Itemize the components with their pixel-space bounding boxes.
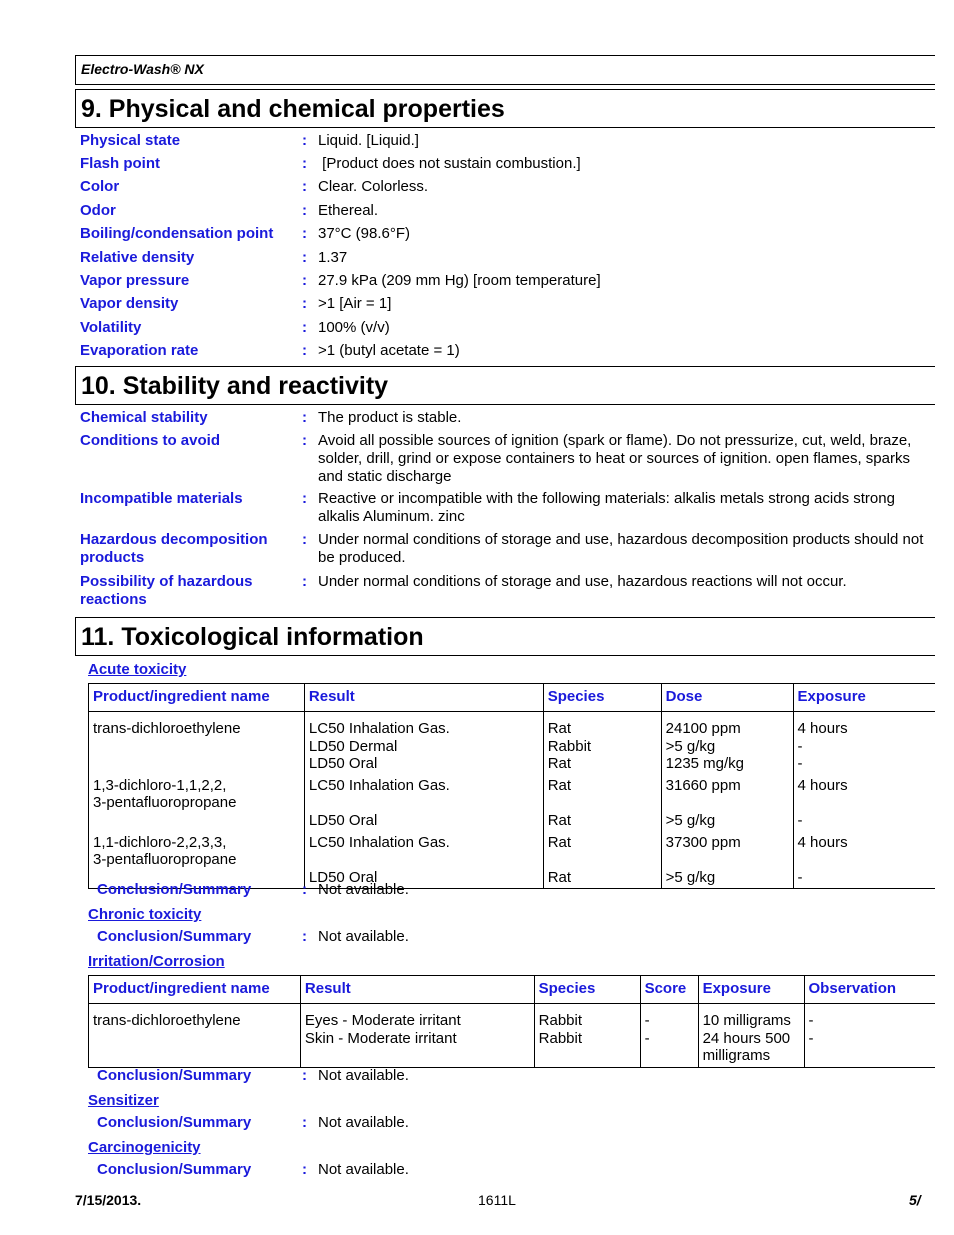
carcinogenicity-conclusion-colon: : [302, 1161, 307, 1178]
cell-exposure: 4 hours - [793, 775, 935, 832]
cell-result: LC50 Inhalation Gas. LD50 Oral [304, 775, 543, 832]
irr-col-header-name: Product/ingredient name [89, 976, 301, 1004]
cell-species: Rabbit Rabbit [534, 1004, 640, 1068]
acute-toxicity-table [88, 683, 935, 889]
cell-exposure: 10 milligrams 24 hours 500 milligrams [698, 1004, 804, 1068]
property-row-8-label: Volatility [80, 319, 142, 336]
property-row-1-colon: : [302, 155, 307, 172]
cell-species: Rat Rabbit Rat [543, 712, 661, 775]
acute-toxicity-link[interactable]: Acute toxicity [88, 661, 187, 678]
property-row-4-value: 37°C (98.6°F) [318, 225, 411, 242]
cell-result: Eyes - Moderate irritant Skin - Moderate irritant [300, 1004, 534, 1068]
section-9-title: 9. Physical and chemical properties [81, 95, 505, 123]
col-header-species: Species [543, 684, 661, 712]
irr-col-header-result: Result [300, 976, 534, 1004]
sensitizer-conclusion-colon: : [302, 1114, 307, 1131]
table-row [89, 1004, 936, 1068]
property-row-7-colon: : [302, 295, 307, 312]
property-row-0-colon: : [302, 132, 307, 149]
stability-row-4-value: Under normal conditions of storage and use, hazardous reactions will not occur. [318, 573, 847, 590]
property-row-0-label: Physical state [80, 132, 181, 149]
col-header-result: Result [304, 684, 543, 712]
stability-row-4-colon: : [302, 573, 307, 590]
chronic-toxicity-link[interactable]: Chronic toxicity [88, 906, 202, 923]
property-row-4-label: Boiling/condensation point [80, 225, 274, 242]
property-row-8-value: 100% (v/v) [318, 319, 390, 336]
col-header-dose: Dose [661, 684, 793, 712]
property-row-6-label: Vapor pressure [80, 272, 190, 289]
cell-dose: 37300 ppm >5 g/kg [661, 832, 793, 889]
property-row-2-value: Clear. Colorless. [318, 178, 429, 195]
property-row-6-colon: : [302, 272, 307, 289]
stability-row-2-value: Reactive or incompatible with the following materials: alkalis metals strong acids strong alkalis Aluminum. zinc [318, 490, 900, 525]
carcinogenicity-conclusion-value: Not available. [318, 1161, 409, 1178]
property-row-9-label: Evaporation rate [80, 342, 199, 359]
stability-row-0-colon: : [302, 409, 307, 426]
irr-col-header-exposure: Exposure [698, 976, 804, 1004]
property-row-3-value: Ethereal. [318, 202, 379, 219]
footer-code: 1611L [478, 1192, 516, 1208]
cell-name: trans-dichloroethylene [89, 712, 305, 775]
section-11-title: 11. Toxicological information [81, 623, 424, 651]
stability-row-3-label: Hazardous decomposition products [80, 531, 268, 566]
property-row-6-value: 27.9 kPa (209 mm Hg) [room temperature] [318, 272, 601, 289]
cell-observation: - - [804, 1004, 935, 1068]
chronic-conclusion-label: Conclusion/Summary [97, 928, 252, 945]
stability-row-3-value: Under normal conditions of storage and use, hazardous decomposition products should not be produced. [318, 531, 928, 566]
chronic-conclusion-colon: : [302, 928, 307, 945]
property-row-1-label: Flash point [80, 155, 160, 172]
property-row-7-label: Vapor density [80, 295, 179, 312]
footer-date: 7/15/2013. [75, 1192, 142, 1208]
col-header-name: Product/ingredient name [89, 684, 305, 712]
property-row-9-colon: : [302, 342, 307, 359]
stability-row-1-colon: : [302, 432, 307, 449]
stability-row-1-value: Avoid all possible sources of ignition (spark or flame). Do not pressurize, cut, weld, braze, solder, drill, grind or expose containers to heat or sources of ignition. open flames, sparks and static discharge [318, 432, 916, 485]
cell-exposure: 4 hours - - [793, 712, 935, 775]
irr-col-header-observation: Observation [804, 976, 935, 1004]
stability-row-3-colon: : [302, 531, 307, 548]
cell-exposure: 4 hours - [793, 832, 935, 889]
cell-result: LC50 Inhalation Gas. LD50 Dermal LD50 Oral [304, 712, 543, 775]
property-row-1-value: [Product does not sustain combustion.] [318, 155, 581, 172]
cell-result: LC50 Inhalation Gas. LD50 Oral [304, 832, 543, 889]
table-row [89, 775, 936, 832]
property-row-7-value: >1 [Air = 1] [318, 295, 392, 312]
stability-row-0-label: Chemical stability [80, 409, 208, 426]
property-row-5-label: Relative density [80, 249, 195, 266]
stability-row-0-value: The product is stable. [318, 409, 462, 426]
irr-col-header-score: Score [640, 976, 698, 1004]
cell-name: 1,3-dichloro-1,1,2,2, 3-pentafluoropropane [89, 775, 305, 832]
property-row-5-colon: : [302, 249, 307, 266]
cell-score: - - [640, 1004, 698, 1068]
stability-row-2-colon: : [302, 490, 307, 507]
chronic-conclusion-value: Not available. [318, 928, 409, 945]
property-row-5-value: 1.37 [318, 249, 348, 266]
table-row [89, 712, 936, 775]
cell-dose: 24100 ppm >5 g/kg 1235 mg/kg [661, 712, 793, 775]
cell-name: 1,1-dichloro-2,2,3,3, 3-pentafluoropropane [89, 832, 305, 889]
cell-name: trans-dichloroethylene [89, 1004, 301, 1068]
section-9-header [75, 89, 935, 128]
irritation-conclusion-colon: : [302, 1067, 307, 1084]
property-row-3-colon: : [302, 202, 307, 219]
property-row-8-colon: : [302, 319, 307, 336]
carcinogenicity-link[interactable]: Carcinogenicity [88, 1139, 201, 1156]
irr-col-header-species: Species [534, 976, 640, 1004]
product-header [75, 55, 935, 85]
section-10-header [75, 366, 935, 405]
acute-conclusion-colon: : [302, 881, 307, 898]
cell-dose: 31660 ppm >5 g/kg [661, 775, 793, 832]
property-row-9-value: >1 (butyl acetate = 1) [318, 342, 460, 359]
sensitizer-conclusion-label: Conclusion/Summary [97, 1114, 252, 1131]
acute-conclusion-label: Conclusion/Summary [97, 881, 252, 898]
stability-row-2-label: Incompatible materials [80, 490, 243, 507]
irritation-conclusion-label: Conclusion/Summary [97, 1067, 252, 1084]
property-row-0-value: Liquid. [Liquid.] [318, 132, 419, 149]
sensitizer-conclusion-value: Not available. [318, 1114, 409, 1131]
stability-row-4-label: Possibility of hazardous reactions [80, 573, 253, 608]
cell-species: Rat Rat [543, 832, 661, 889]
stability-row-1-label: Conditions to avoid [80, 432, 220, 449]
irritation-conclusion-value: Not available. [318, 1067, 409, 1084]
cell-species: Rat Rat [543, 775, 661, 832]
section-11-header [75, 617, 935, 656]
irritation-corrosion-link[interactable]: Irritation/Corrosion [88, 953, 225, 970]
acute-conclusion-value: Not available. [318, 881, 409, 898]
product-name: Electro-Wash® NX [81, 61, 204, 77]
section-10-title: 10. Stability and reactivity [81, 372, 389, 400]
property-row-3-label: Odor [80, 202, 116, 219]
footer-page: 5/ [909, 1192, 921, 1208]
carcinogenicity-conclusion-label: Conclusion/Summary [97, 1161, 252, 1178]
col-header-exposure: Exposure [793, 684, 935, 712]
sensitizer-link[interactable]: Sensitizer [88, 1092, 159, 1109]
property-row-4-colon: : [302, 225, 307, 242]
property-row-2-colon: : [302, 178, 307, 195]
property-row-2-label: Color [80, 178, 120, 195]
irritation-table [88, 975, 935, 1068]
